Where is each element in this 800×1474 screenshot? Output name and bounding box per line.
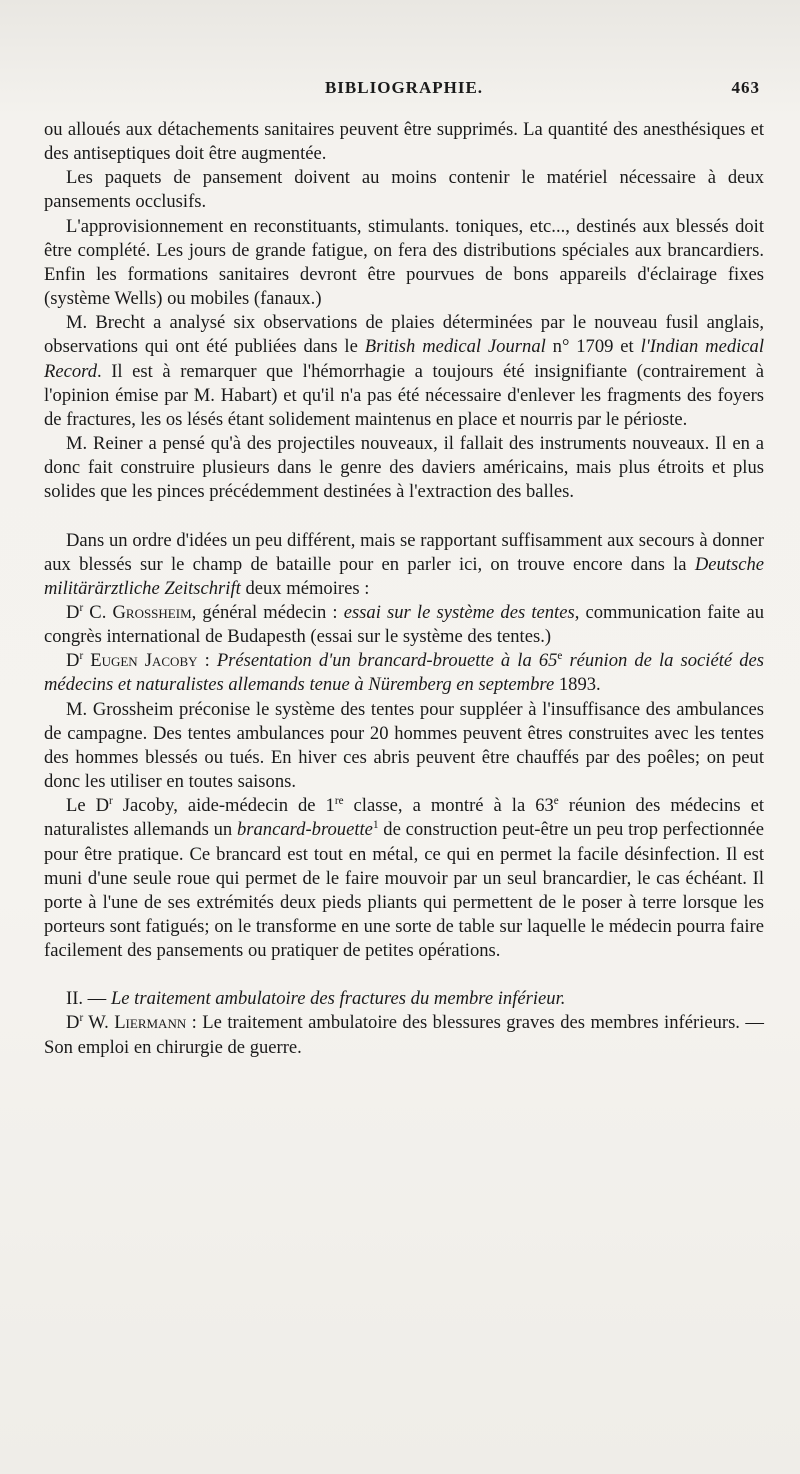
paragraph-10-sup-3: e [553, 795, 559, 808]
paragraph-4-text-a: M. Brecht a analysé six observations de plaies déterminées par le nouveau fusil anglais, observations qui ont été publiées dans le [44, 312, 764, 358]
body-text [44, 118, 764, 1060]
paragraph-2: Les paquets de pansement doivent au moins contenir le matériel nécessaire à deux pansements occlusifs. [44, 167, 764, 213]
running-title: BIBLIOGRAPHIE. [324, 78, 484, 97]
paragraph-8 [44, 649, 764, 697]
paragraph-10-text-a3: classe, a montré à la 63 [343, 795, 554, 817]
paragraph-6-text-a: Dans un ordre d'idées un peu différent, mais se rapportant suffisamment aux secours à donner aux blessés sur le champ de bataille pour en parler ici, on trouve encore dans la [44, 529, 764, 575]
paragraph-10-text-a2: Jacoby, aide-médecin de 1 [112, 795, 335, 817]
paragraph-8-text-a: : [197, 650, 217, 672]
paragraph-10-text-a1: Le D [66, 795, 110, 817]
paragraph-10 [44, 794, 764, 963]
paragraph-4-journal-title: British medical Journal [364, 336, 546, 358]
section-heading-number: II. — [66, 988, 111, 1010]
section-heading-ii [44, 987, 764, 1011]
paragraph-1: ou alloués aux détachements sanitaires peuvent être supprimés. La quantité des anesthésiques et des antiseptiques doit être augmentée. [44, 119, 764, 165]
paragraph-4-text-b: n° 1709 et [545, 336, 641, 358]
footnote-ref: 1 [372, 819, 379, 832]
paragraph-12-author: W. Liermann [83, 1012, 187, 1034]
paragraph-8-author: Eugen Jacoby [83, 650, 198, 672]
paragraph-5: M. Reiner a pensé qu'à des projectiles nouveaux, il fallait des instruments nouveaux. Il en a donc fait construire plusieurs dans le genre des daviers américains, mais plus étroits et plus solides que les pinces précédemment destinées à l'extraction des balles. [44, 433, 764, 503]
paragraph-4-record-title: l'Indian medical Record [44, 336, 765, 382]
paragraph-9: M. Grossheim préconise le système des tentes pour suppléer à l'insuffisance des ambulances de campagne. Des tentes ambulances pour 20 hommes peuvent êtres construites avec les tentes des hommes blessés ou tués. En hiver ces abris peuvent être chauffés par des poêles; on peut donc les utiliser en toutes saisons. [44, 698, 764, 793]
paragraph-8-dr: D [66, 650, 80, 672]
paragraph-7-dr-sup: r [79, 601, 84, 614]
paragraph-12-text-a: : Le traitement ambulatoire des blessures graves des membres inférieurs. — Son emploi en chirurgie de guerre. [44, 1012, 764, 1058]
paragraph-8-title-sup: e [557, 650, 563, 663]
paragraph-3: L'approvisionnement en reconstituants, stimulants. toniques, etc..., destinés aux blessés doit être complété. Les jours de grande fatigue, on fera des distributions spéciales aux brancardiers. Enfin les formations sanitaires devront être pourvues de bons appareils d'éclairage fixes (système Wells) ou mobiles (fanaux.) [44, 215, 764, 310]
paragraph-8-title-b: réunion de la société des médecins et naturalistes allemands tenue à Nüremberg en septembre [44, 650, 764, 696]
paragraph-7-title: essai sur le système des tentes [343, 601, 575, 623]
paragraph-10-sup-2: re [334, 795, 344, 808]
paragraph-10-sup-1: r [109, 795, 113, 808]
paragraph-10-text-b: de construction peut-être un peu trop perfectionnée pour être pratique. Ce brancard est tout en métal, ce qui en permet la facile désinfection. Il est muni d'une seule roue qui permet de le faire mouvoir par un seul brancardier, le cas échéant. Il porte à l'une de ses extrémités deux pieds pliants qui permettent de le poser à terre lorsque les porteurs sont fatigués; on le transforme en une sorte de table sur laquelle le médecin pourra faire facilement des pansements ou pratiquer de petites opérations. [44, 819, 764, 962]
paragraph-8-title-a: Présentation d'un brancard-brouette à la 65 [216, 650, 558, 672]
paragraph-6-text-b: deux mémoires : [240, 577, 370, 599]
section-gap [44, 963, 764, 987]
section-heading-title: Le traitement ambulatoire des fractures du membre inférieur. [110, 988, 566, 1010]
paragraph-10-text-a4: réunion des médecins et naturalistes allemands un [44, 795, 764, 841]
paragraph-6-journal-title: Deutsche militärärztliche Zeitschrift [44, 553, 764, 599]
paragraph-7-text-b: , communication faite au congrès international de Budapesth (essai sur le système des tentes.) [44, 601, 764, 648]
paragraph-4 [44, 311, 764, 432]
paragraph-7-author: C. Grossheim [83, 601, 192, 623]
paragraph-4-text-c: . Il est à remarquer que l'hémorrhagie a toujours été insignifiante (contrairement à l'opinion émise par M. Habart) et qu'il n'a pas été nécessaire d'enlever les fragments des foyers de fractures, les os lésés étant solidement maintenus en place et nourris par le périoste. [44, 360, 764, 430]
paragraph-8-year: 1893. [554, 674, 601, 696]
page-number: 463 [731, 78, 760, 97]
paragraph-12 [44, 1011, 764, 1059]
paragraph-7 [44, 601, 764, 649]
paragraph-12-dr: D [66, 1012, 80, 1034]
paragraph-7-text-a: , général médecin : [191, 601, 344, 623]
paragraph-10-term: brancard-brouette [236, 819, 373, 841]
paragraph-12-dr-sup: r [79, 1012, 84, 1025]
running-head [44, 78, 764, 108]
section-gap [44, 505, 764, 529]
paragraph-6 [44, 529, 764, 601]
paragraph-8-dr-sup: r [79, 650, 84, 663]
paragraph-7-dr: D [66, 601, 80, 623]
